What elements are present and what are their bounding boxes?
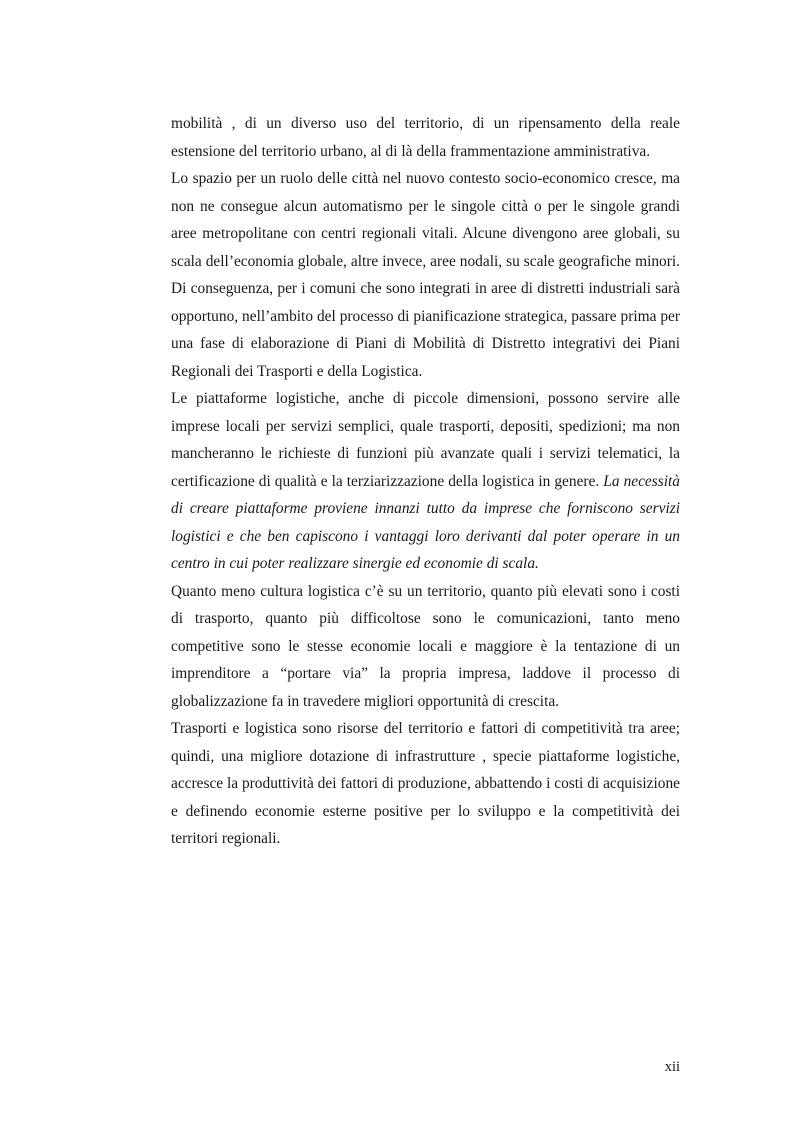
page-body <box>171 110 680 853</box>
page-number: xii <box>664 1059 680 1075</box>
paragraph-text: Lo spazio per un ruolo delle città nel nuovo contesto socio-economico cresce, ma non ne consegue alcun automatismo per le singole città o per le singole grandi aree metropolitane con centri regionali vitali. Alcune divengono aree globali, su scala dell’economia globale, altre invece, aree nodali, su scale geografiche minori. Di conseguenza, per i comuni che sono integrati in aree di distretti industriali sarà opportuno, nell’ambito del processo di pianificazione strategica, passare prima per una fase di elaborazione di Piani di Mobilità di Distretto integrativi dei Piani Regionali dei Trasporti e della Logistica. <box>171 170 680 380</box>
paragraph-text: Le piattaforme logistiche, anche di piccole dimensioni, possono servire alle imprese locali per servizi semplici, quale trasporti, depositi, spedizioni; ma non mancheranno le richieste di funzioni più avanzate quali i servizi telematici, la certificazione di qualità e la terziarizzazione della logistica in genere. <box>171 390 680 490</box>
paragraph <box>171 165 680 385</box>
paragraph <box>171 578 680 716</box>
paragraph-italic-text: La necessità di creare piattaforme proviene innanzi tutto da imprese che forniscono servizi logistici e che ben capiscono i vantaggi loro derivanti dal poter operare in un centro in cui poter realizzare sinergie ed economie di scala. <box>171 472 680 572</box>
paragraph-text: Trasporti e logistica sono risorse del territorio e fattori di competitività tra aree; quindi, una migliore dotazione di infrastrutture , specie piattaforme logistiche, accresce la produttività dei fattori di produzione, abbattendo i costi di acquisizione e definendo economie esterne positive per lo sviluppo e la competitività dei territori regionali. <box>171 720 680 847</box>
paragraph <box>171 715 680 853</box>
paragraph <box>171 385 680 578</box>
paragraph-text: Quanto meno cultura logistica c’è su un territorio, quanto più elevati sono i costi di trasporto, quanto più difficoltose sono le comunicazioni, tanto meno competitive sono le stesse economie locali e maggiore è la tentazione di un imprenditore a “portare via” la propria impresa, laddove il processo di globalizzazione fa in travedere migliori opportunità di crescita. <box>171 582 680 710</box>
paragraph <box>171 110 680 165</box>
paragraph-text: mobilità , di un diverso uso del territorio, di un ripensamento della reale estensione del territorio urbano, al di là della frammentazione amministrativa. <box>171 115 680 160</box>
